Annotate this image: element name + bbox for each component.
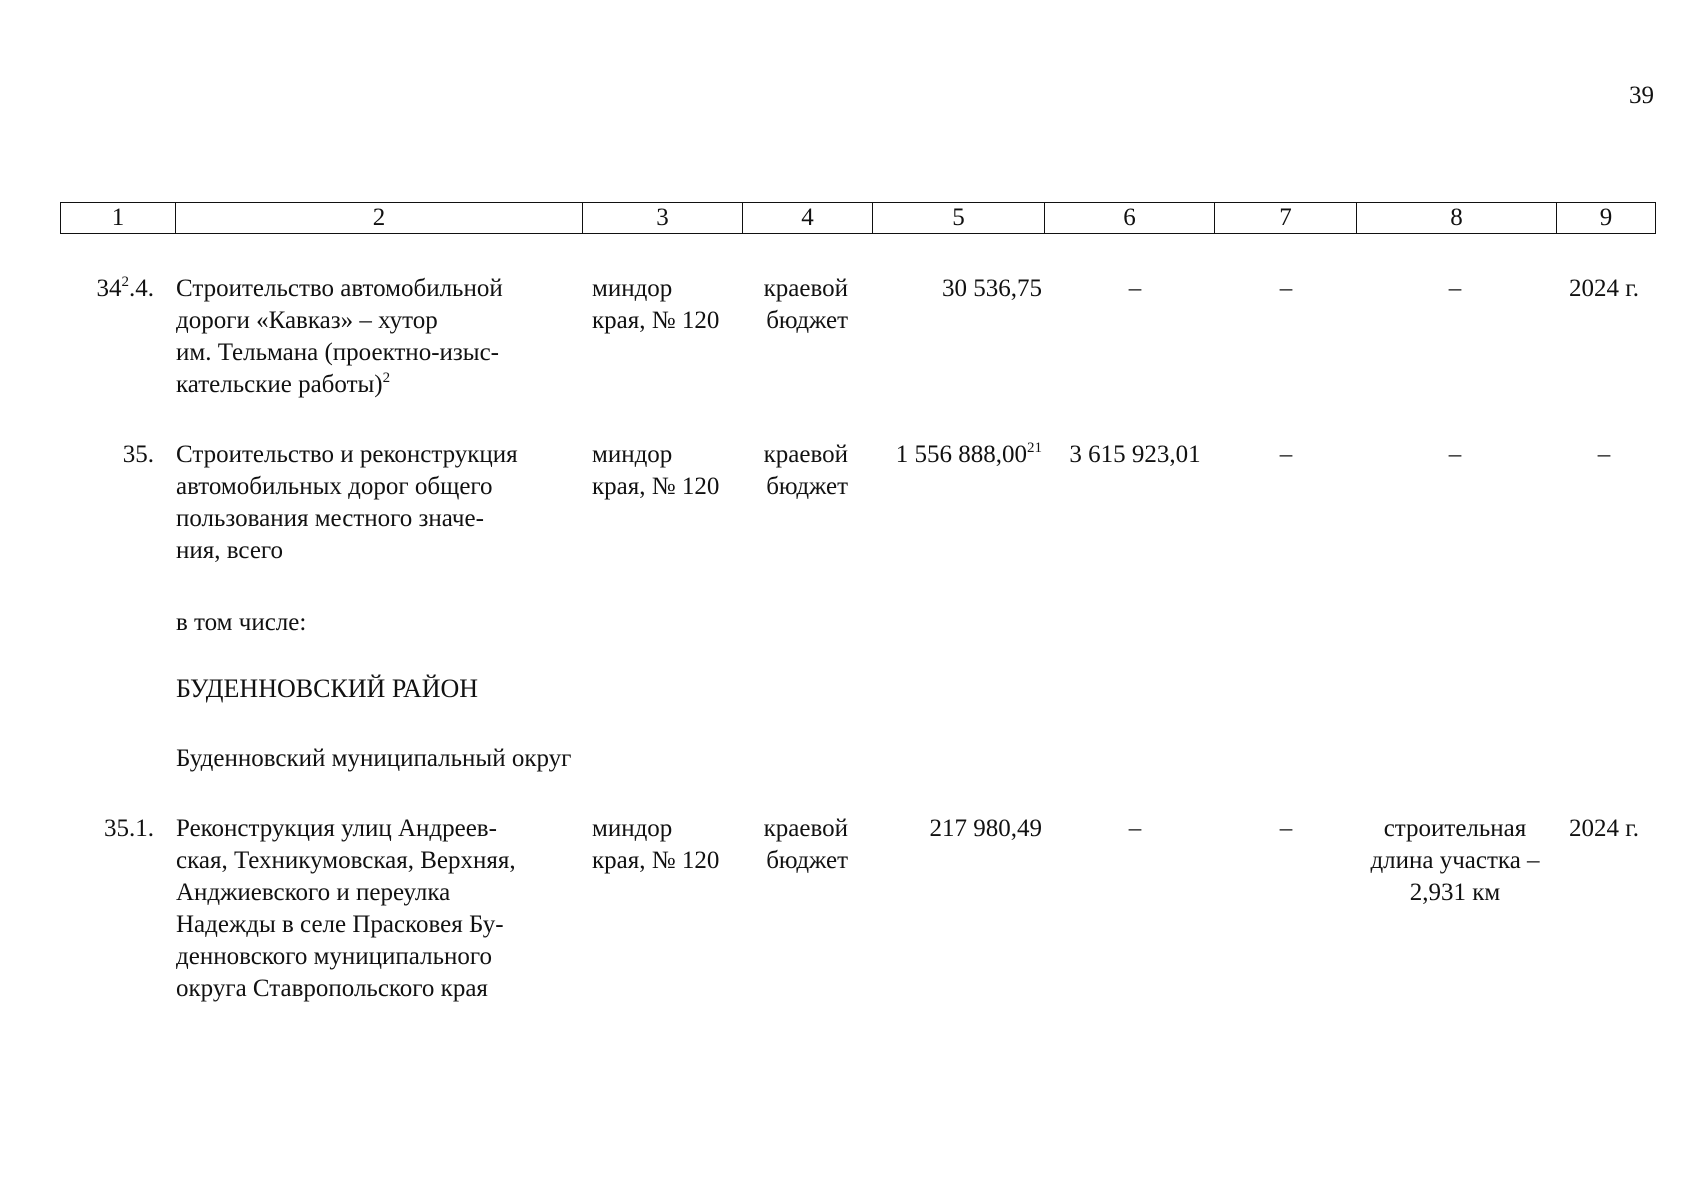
row-value-8: –: [1448, 441, 1462, 468]
row-value-7: –: [1279, 815, 1293, 842]
including-label: в том числе:: [176, 609, 307, 636]
row-value-8: –: [1448, 275, 1462, 302]
row-name: Строительство и реконструкция автомобильных дорог общего пользования местного значе- ния, всего: [176, 441, 518, 564]
district-heading: БУДЕННОВСКИЙ РАЙОН: [176, 674, 479, 703]
header-col-1: 1: [61, 203, 176, 234]
row-value-7: –: [1279, 275, 1293, 302]
row-value-8: строительная длина участка – 2,931 км: [1370, 815, 1540, 906]
header-col-6: 6: [1045, 203, 1215, 234]
row-source: краевой бюджет: [763, 275, 848, 334]
row-name: Строительство автомобильной дороги «Кавказ» – хутор им. Тельмана (проектно-изыс- кательские работы)$^2$: [176, 275, 503, 398]
header-col-3: 3: [583, 203, 743, 234]
header-col-2: 2: [176, 203, 583, 234]
row-number: 35.: [122, 441, 154, 468]
row-value-6: –: [1128, 275, 1142, 302]
header-col-9: 9: [1557, 203, 1656, 234]
row-executor: миндор края, № 120: [592, 441, 720, 500]
row-value-5: 30 536,75: [942, 275, 1042, 302]
row-value-6: 3 615 923,01: [1069, 441, 1201, 468]
row-value-6: –: [1128, 815, 1142, 842]
header-row: [61, 203, 1656, 234]
row-number: 35.1.: [104, 815, 154, 842]
header-col-5: 5: [873, 203, 1045, 234]
row-executor: миндор края, № 120: [592, 275, 720, 334]
row-executor: миндор края, № 120: [592, 815, 720, 874]
table-header: [60, 202, 1656, 234]
municipal-heading: Буденновский муниципальный округ: [176, 745, 572, 772]
row-source: краевой бюджет: [763, 815, 848, 874]
row-source: краевой бюджет: [763, 441, 848, 500]
row-value-9: 2024 г.: [1569, 275, 1639, 302]
header-col-8: 8: [1357, 203, 1557, 234]
row-number: 34$^2$.4.: [96, 274, 154, 302]
row-value-7: –: [1279, 441, 1293, 468]
header-col-4: 4: [743, 203, 873, 234]
page-number: 39: [1629, 82, 1654, 109]
row-value-9: –: [1597, 441, 1611, 468]
row-value-5: 1 556 888,00$^{21}$: [895, 440, 1042, 468]
row-value-9: 2024 г.: [1569, 815, 1639, 842]
row-name: Реконструкция улиц Андреев- ская, Техникумовская, Верхняя, Анджиевского и переулка Надежды в селе Прасковея Бу- денновского муниципального округа Ставропольского края: [176, 815, 516, 1002]
row-value-5: 217 980,49: [929, 815, 1042, 842]
header-col-7: 7: [1215, 203, 1357, 234]
